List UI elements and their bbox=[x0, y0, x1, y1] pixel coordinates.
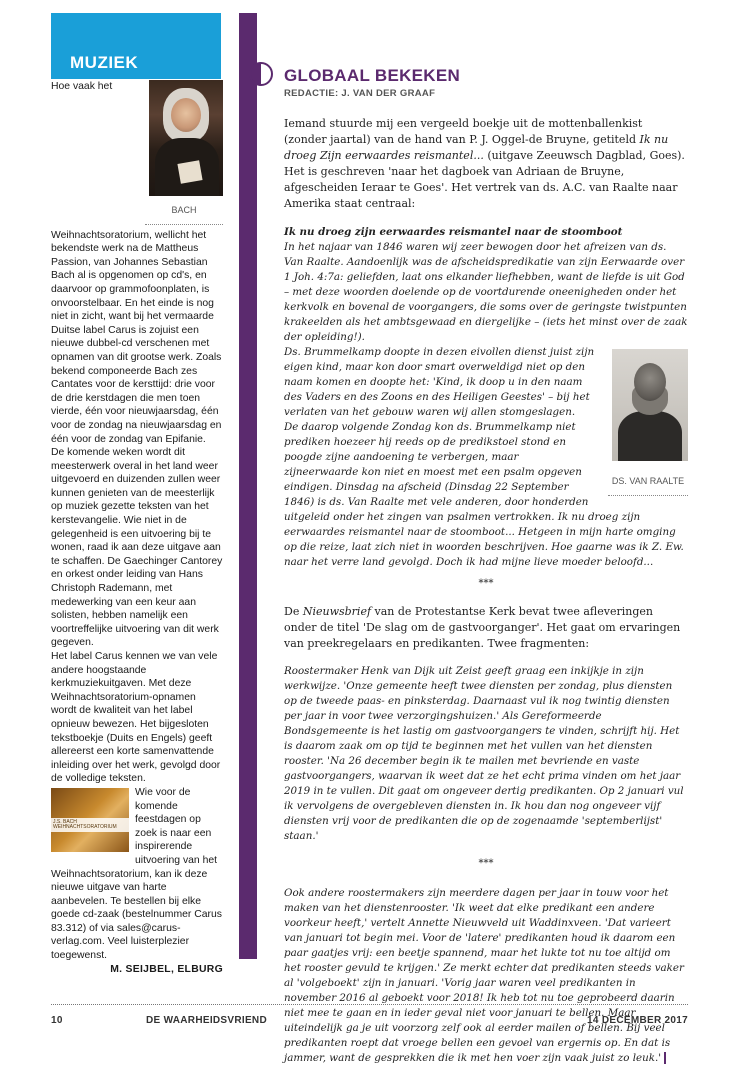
review-paragraph-3: Het label Carus kennen we van vele andere hoogstaande kerkmuziekuitgaven. Met deze Weihnachtsoratorium-opnamen wordt de kwaliteit van het label opnieuw bewezen. Het bijgesloten tekstboekje (Duits en Engels) geeft allereerst een korte samenvattende inleiding over het werk, gevolgd door de volledige teksten. bbox=[51, 651, 221, 785]
issue-date: 14 DECEMBER 2017 bbox=[587, 1015, 688, 1026]
van-raalte-portrait-image bbox=[612, 349, 688, 461]
section-label-text: MUZIEK bbox=[70, 53, 139, 72]
quote-paragraph-1: In het najaar van 1846 waren wij zeer bewogen door het afreizen van ds. Van Raalte. Aandoenlijk was de afscheidspredikatie van zijn Eerwaarde over 1 Joh. 4:7a: geliefden, laat ons elkander liefhebben, want de liefde is uit God – met deze woorden doelende op de voortdurende oneenigheden onder het kerkvolk en bovenal de voorgangers, die soms over de geringste twistpunten krakeelden als het ambtsgewaad en diergelijke – (iets het minst over de zaak der opleiding!). bbox=[284, 241, 688, 343]
review-paragraph-2: De komende weken wordt dit meesterwerk overal in het land weer uitgevoerd en duizenden zullen weer kunnen genieten van de meesterlijk op muziek gezette teksten van het kerstevangelie. Wie niet in de gelegenheid is een uitvoering bij te wonen, raad ik aan deze uitgave aan te schaffen. De Gaechinger Cantorey en orkest onder leiding van Hans Christoph Rademann, met medewerking van een keur aan solisten, hebben namelijk een voortreffelijke uitvoering van dit werk gegeven. bbox=[51, 447, 223, 649]
review-paragraph-4: Wie voor de komende feestdagen op zoek is naar een inspirerende uitvoering van het Weihnachtsoratorium, kan ik deze nieuwe uitgave van harte aanbevelen. Te bestellen bij elke goede cd-zaak (bestelnummer Carus 83.312) of via sales@carus-verlag.com. Veel luisterplezier toegewenst. bbox=[51, 786, 222, 962]
footer-divider bbox=[51, 1004, 688, 1005]
quote-paragraph-2: Ds. Brummelkamp doopte in dezen eivollen dienst juist zijn eigen kind, maar kon door smart overweldigd niet op den naam komen en doopte het: 'Kind, ik doop u in den naam des Vaders en des Zoons en des Heiligen Geestes' – bij het verlaten van het gebouw waren wij allen stomgeslagen. bbox=[284, 346, 595, 418]
purple-divider-bar bbox=[239, 13, 257, 959]
bach-caption: BACH bbox=[145, 204, 223, 225]
section-label-muziek bbox=[51, 13, 221, 79]
van-raalte-caption: DS. VAN RAALTE bbox=[608, 473, 688, 496]
quote-subheading: Ik nu droeg zijn eerwaardes reismantel naar de stoomboot bbox=[284, 226, 623, 238]
van-raalte-figure bbox=[602, 349, 688, 496]
cd-cover-label: J.S. BACH WEIHNACHTSORATORIUM bbox=[51, 818, 129, 832]
quote-paragraph-3: De daarop volgende Zondag kon ds. Brummelkamp niet prediken hoezeer hij reeds op de predikstoel stond en poogde zijne aandoening te verbergen, maar zijneerwaarde kon niet en moest met een psalm opgeven eindigen. Dinsdag na afscheid (Dinsdag 22 September 1846) is ds. Van Raalte met vele anderen, door honderden uitgeleid onder het zingen van psalmen vertrokken. Ik nu droeg zijn eerwaardes reismantel naar de stoomboot... Hetgeen in mijn harte omging op die reize, laat zich niet in woorden beschrijven. Hoe gaarne was ik Z. Ew. naar het verre land gevolgd. Doch ik had mijne lieve moeder beloofd... bbox=[284, 421, 684, 568]
author-signature: M. SEIJBEL, ELBURG bbox=[110, 963, 223, 975]
end-mark bbox=[664, 1052, 666, 1064]
intro-paragraph: Iemand stuurde mij een vergeeld boekje uit de mottenballenkist (zonder jaartal) van de hand van P. J. Oggel-de Bruyne, getiteld Ik nu droeg Zijn eerwaardes reismantel... (uitgave Zeeuwsch Dagblad, Goes). Het is geschreven 'naar het dagboek van Adriaan de Bruyne, afgescheiden Ieraar te Goes'. Het vertrek van ds. A.C. van Raalte naar Amerika staat centraal: bbox=[284, 117, 685, 210]
page-number: 10 bbox=[51, 1015, 63, 1026]
column-title: GLOBAAL BEKEKEN bbox=[284, 66, 461, 85]
section-separator-2: *** bbox=[478, 858, 494, 869]
bach-portrait-image bbox=[149, 80, 223, 196]
review-paragraph-1: Hoe vaak het Weihnachtsoratorium, wellicht het bekendste werk na de Mattheus Passion, van Johannes Sebastian Bach al is opgenomen op cd's, en daarvoor op grammofoonplaten, is onvoorstelbaar. En het einde is nog niet in zicht, want bij het vermaarde Duitse label Carus is zojuist een nieuwe dubbel-cd verschenen met opnamen van dit grootse werk. Zoals bekend componeerde Bach zes Cantates voor de kersttijd: drie voor de drie kerstdagen die men toen vierde, één voor nieuwjaarsdag, één voor de zondag na nieuwjaarsdag en één voor de zondag van Epifanie. bbox=[51, 81, 222, 445]
half-circle-icon bbox=[249, 62, 273, 86]
quote-paragraph-4: Roostermaker Henk van Dijk uit Zeist geeft graag een inkijkje in zijn werkwijze. 'Onze gemeente heeft twee diensten per zondag, plus diensten op de tweede paas- en pinksterdag. Daarnaast vul ik nog twintig diensten per jaar in voor twee verzorgingshuizen.' Als Gereformeerde Bondsgemeente is het lastig om gastvoorgangers te vinden, schrijft hij. Het is daarom zaak om op tijd te beginnen met het vullen van het diensten rooster. 'Na 26 december begin ik te mailen met bevriende en vaste gastvoorgangers, waarvan ik weet dat ze het echt prima vinden om het jaar 2019 in te vullen. Dit gaat om ongeveer dertig predikanten. Op 2 januari vul ik vervolgens de overgebleven diensten in. Ik hou dan nog ongeveer vijf diensten vrij voor de predikanten die op de zogenaamde 'septemberlijst' staan.' bbox=[284, 665, 684, 842]
quote-paragraph-5: Ook andere roostermakers zijn meerdere dagen per jaar in touw voor het maken van het dienstenrooster. 'Ik weet dat elke predikant een andere voorkeur heeft,' vertelt Annette Nieuwveld uit Waddinxveen. 'Dat varieert van januari tot begin mei. Voor de 'latere' predikanten houd ik daarom een paar gaatjes vrij: een beetje spannend, maar het lukte tot nu toe altijd om het rooster gevuld te krijgen.' Ze merkt echter dat predikanten steeds vaker al 'volgeboekt' zijn in januari. 'Vorig jaar waren veel predikanten in november 2016 al geboekt voor 2018! Ik heb tot nu toe geprobeerd daarin niet mee te gaan en in ieder geval niet voor januari te bellen. Maar uiteindelijk ga je uit voorzorg zelf ook al eerder mailen of bellen. Bij veel predikanten roept dat vroege bellen een gevoel van ergernis op. En dat is jammer, want de gesprekken die ik met hen voer zijn vaak juist zo leuk.' bbox=[284, 887, 684, 1064]
section-separator: *** bbox=[478, 578, 494, 589]
music-review-column bbox=[51, 80, 223, 976]
globaal-bekeken-column bbox=[284, 116, 688, 1066]
cd-cover-image bbox=[51, 788, 129, 852]
magazine-name: DE WAARHEIDSVRIEND bbox=[146, 1015, 267, 1026]
bach-figure bbox=[145, 80, 223, 225]
nieuwsbrief-paragraph: De Nieuwsbrief van de Protestantse Kerk bevat twee afleveringen onder de titel 'De slag om de gastvoorganger'. Het gaat om ervaringen van preekregelaars en predikanten. Twee fragmenten: bbox=[284, 605, 681, 650]
editor-byline: REDACTIE: J. VAN DER GRAAF bbox=[284, 88, 436, 99]
